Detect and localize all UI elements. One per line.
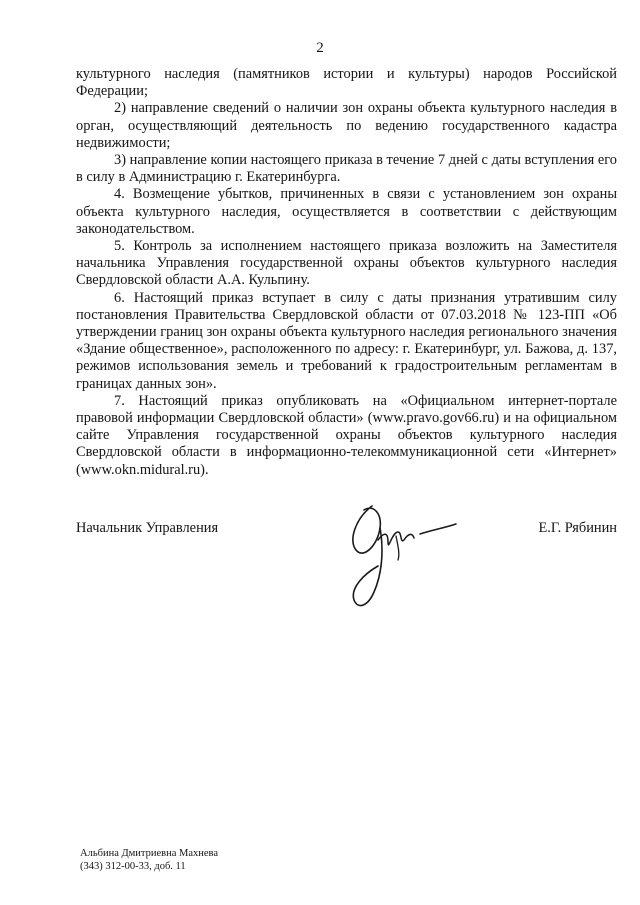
paragraph-item-2: 2) направление сведений о наличии зон охраны объекта культурного наследия в орган, осуществляющий деятельность по ведению государственного кадастра недвижимости; <box>76 100 617 151</box>
handwritten-signature-icon <box>334 488 464 618</box>
contact-info <box>80 848 218 873</box>
contact-phone: (343) 312-00-33, доб. 11 <box>80 860 186 872</box>
document-body <box>76 66 617 479</box>
paragraph-4: 4. Возмещение убытков, причиненных в связи с установлением зон охраны объекта культурного наследия, осуществляется в соответствии с действующим законодательством. <box>76 186 617 237</box>
paragraph-6: 6. Настоящий приказ вступает в силу с даты признания утратившим силу постановления Правительства Свердловской области от 07.03.2018 № 123-ПП «Об утверждении границ зон охраны объекта культурного наследия регионального значения «Здание общественное», расположенного по адресу: г. Екатеринбург, ул. Бажова, д. 137, режимов использования земель и требований к градостроительным регламентам в границах данных зон». <box>76 289 617 392</box>
paragraph-5: 5. Контроль за исполнением настоящего приказа возложить на Заместителя начальника Управления государственной охраны объектов культурного наследия Свердловской области А.А. Кульпину. <box>76 238 617 289</box>
paragraph-7: 7. Настоящий приказ опубликовать на «Официальном интернет-портале правовой информации Свердловской области» (www.pravo.gov66.ru) и на официальном сайте Управления государственной охраны объектов культурного наследия Свердловской области в информационно-телекоммуникационной сети «Интернет» (www.okn.midural.ru). <box>76 392 617 478</box>
contact-person: Альбина Дмитриевна Махнева <box>80 848 219 859</box>
signature-block <box>76 520 617 630</box>
page-number: 2 <box>316 40 324 56</box>
paragraph-item-3: 3) направление копии настоящего приказа в течение 7 дней с даты вступления его в силу в Администрацию г. Екатеринбурга. <box>76 152 617 186</box>
paragraph-continuation: культурного наследия (памятников истории и культуры) народов Российской Федерации; <box>76 66 617 100</box>
signer-position: Начальник Управления <box>76 520 219 536</box>
signer-name: Е.Г. Рябинин <box>538 520 617 536</box>
